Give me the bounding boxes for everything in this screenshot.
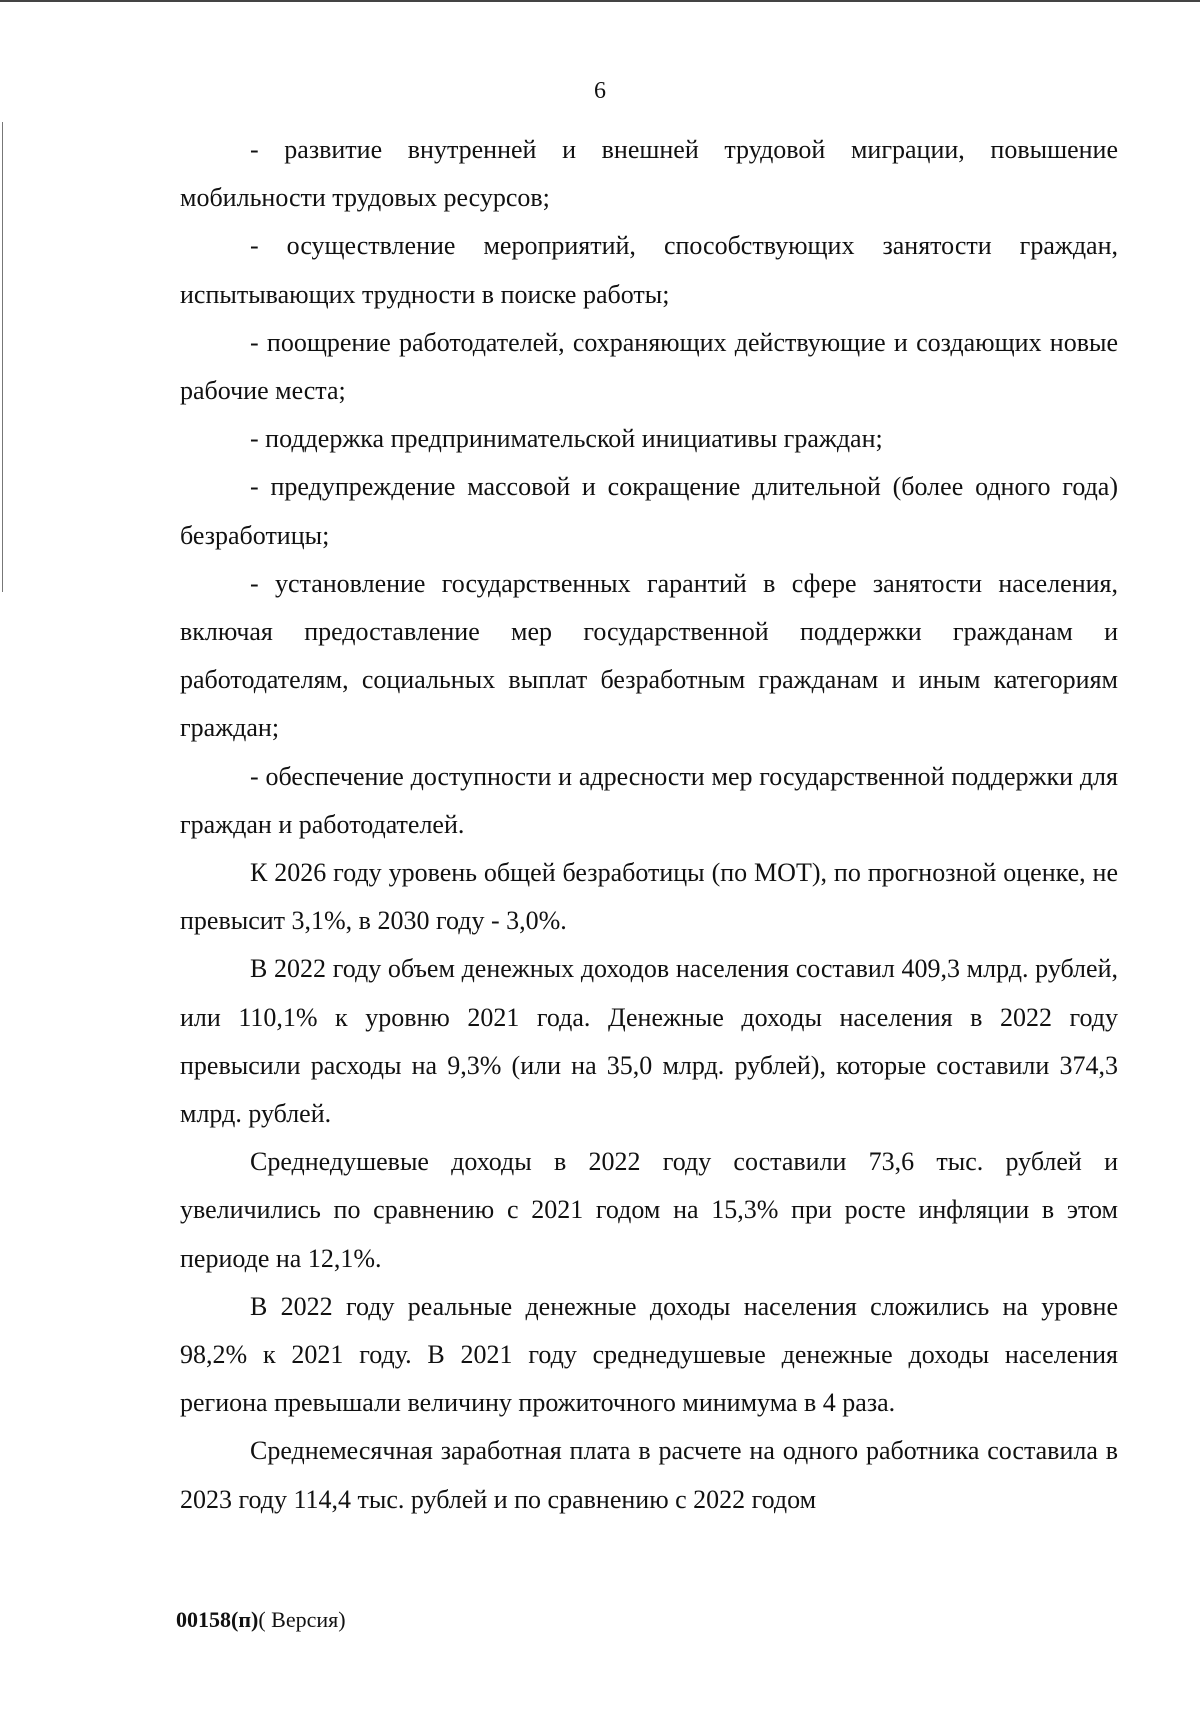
- document-version: ( Версия): [258, 1607, 346, 1632]
- top-border-line: [0, 0, 1200, 2]
- paragraph: - поощрение работодателей, сохраняющих действующие и создающих новые рабочие места;: [180, 327, 1118, 406]
- paragraph: - установление государственных гарантий в сфере занятости населения, включая предоставление мер государственной поддержки гражданам и работодателям, социальных выплат безработным гражданам и иным категориям граждан;: [180, 568, 1118, 743]
- paragraph: В 2022 году объем денежных доходов населения составил 409,3 млрд. рублей, или 110,1% к уровню 2021 года. Денежные доходы населения в 2022 году превысили расходы на 9,3% (или на 35,0 млрд. рублей), которые составили 374,3 млрд. рублей.: [180, 954, 1118, 1129]
- paragraph: - поддержка предпринимательской инициативы граждан;: [250, 424, 883, 454]
- paragraph: - осуществление мероприятий, способствующих занятости граждан, испытывающих трудности в поиске работы;: [180, 231, 1118, 309]
- paragraph: Среднедушевые доходы в 2022 году составили 73,6 тыс. рублей и увеличились по сравнению с 2021 годом на 15,3% при росте инфляции в этом периоде на 12,1%.: [180, 1147, 1118, 1273]
- paragraph: - предупреждение массовой и сокращение длительной (более одного года) безработицы;: [180, 472, 1118, 550]
- paragraph: К 2026 году уровень общей безработицы (по МОТ), по прогнозной оценке, не превысит 3,1%, в 2030 году - 3,0%.: [180, 858, 1118, 936]
- page-number: 6: [594, 78, 606, 104]
- document-code: 00158(п): [176, 1607, 259, 1632]
- paragraph: - обеспечение доступности и адресности мер государственной поддержки для граждан и работодателей.: [180, 761, 1118, 839]
- body-text: [180, 126, 1118, 1524]
- paragraph: В 2022 году реальные денежные доходы населения сложились на уровне 98,2% к 2021 году. В 2021 году среднедушевые денежные доходы населения региона превышали величину прожиточного минимума в 4 раза.: [180, 1291, 1118, 1418]
- paragraph: Среднемесячная заработная плата в расчете на одного работника составила в 2023 году 114,4 тыс. рублей и по сравнению с 2022 годом: [180, 1436, 1118, 1514]
- footer: [176, 1606, 346, 1634]
- paragraph: - развитие внутренней и внешней трудовой миграции, повышение мобильности трудовых ресурсов;: [180, 135, 1118, 213]
- left-margin-line: [2, 122, 3, 592]
